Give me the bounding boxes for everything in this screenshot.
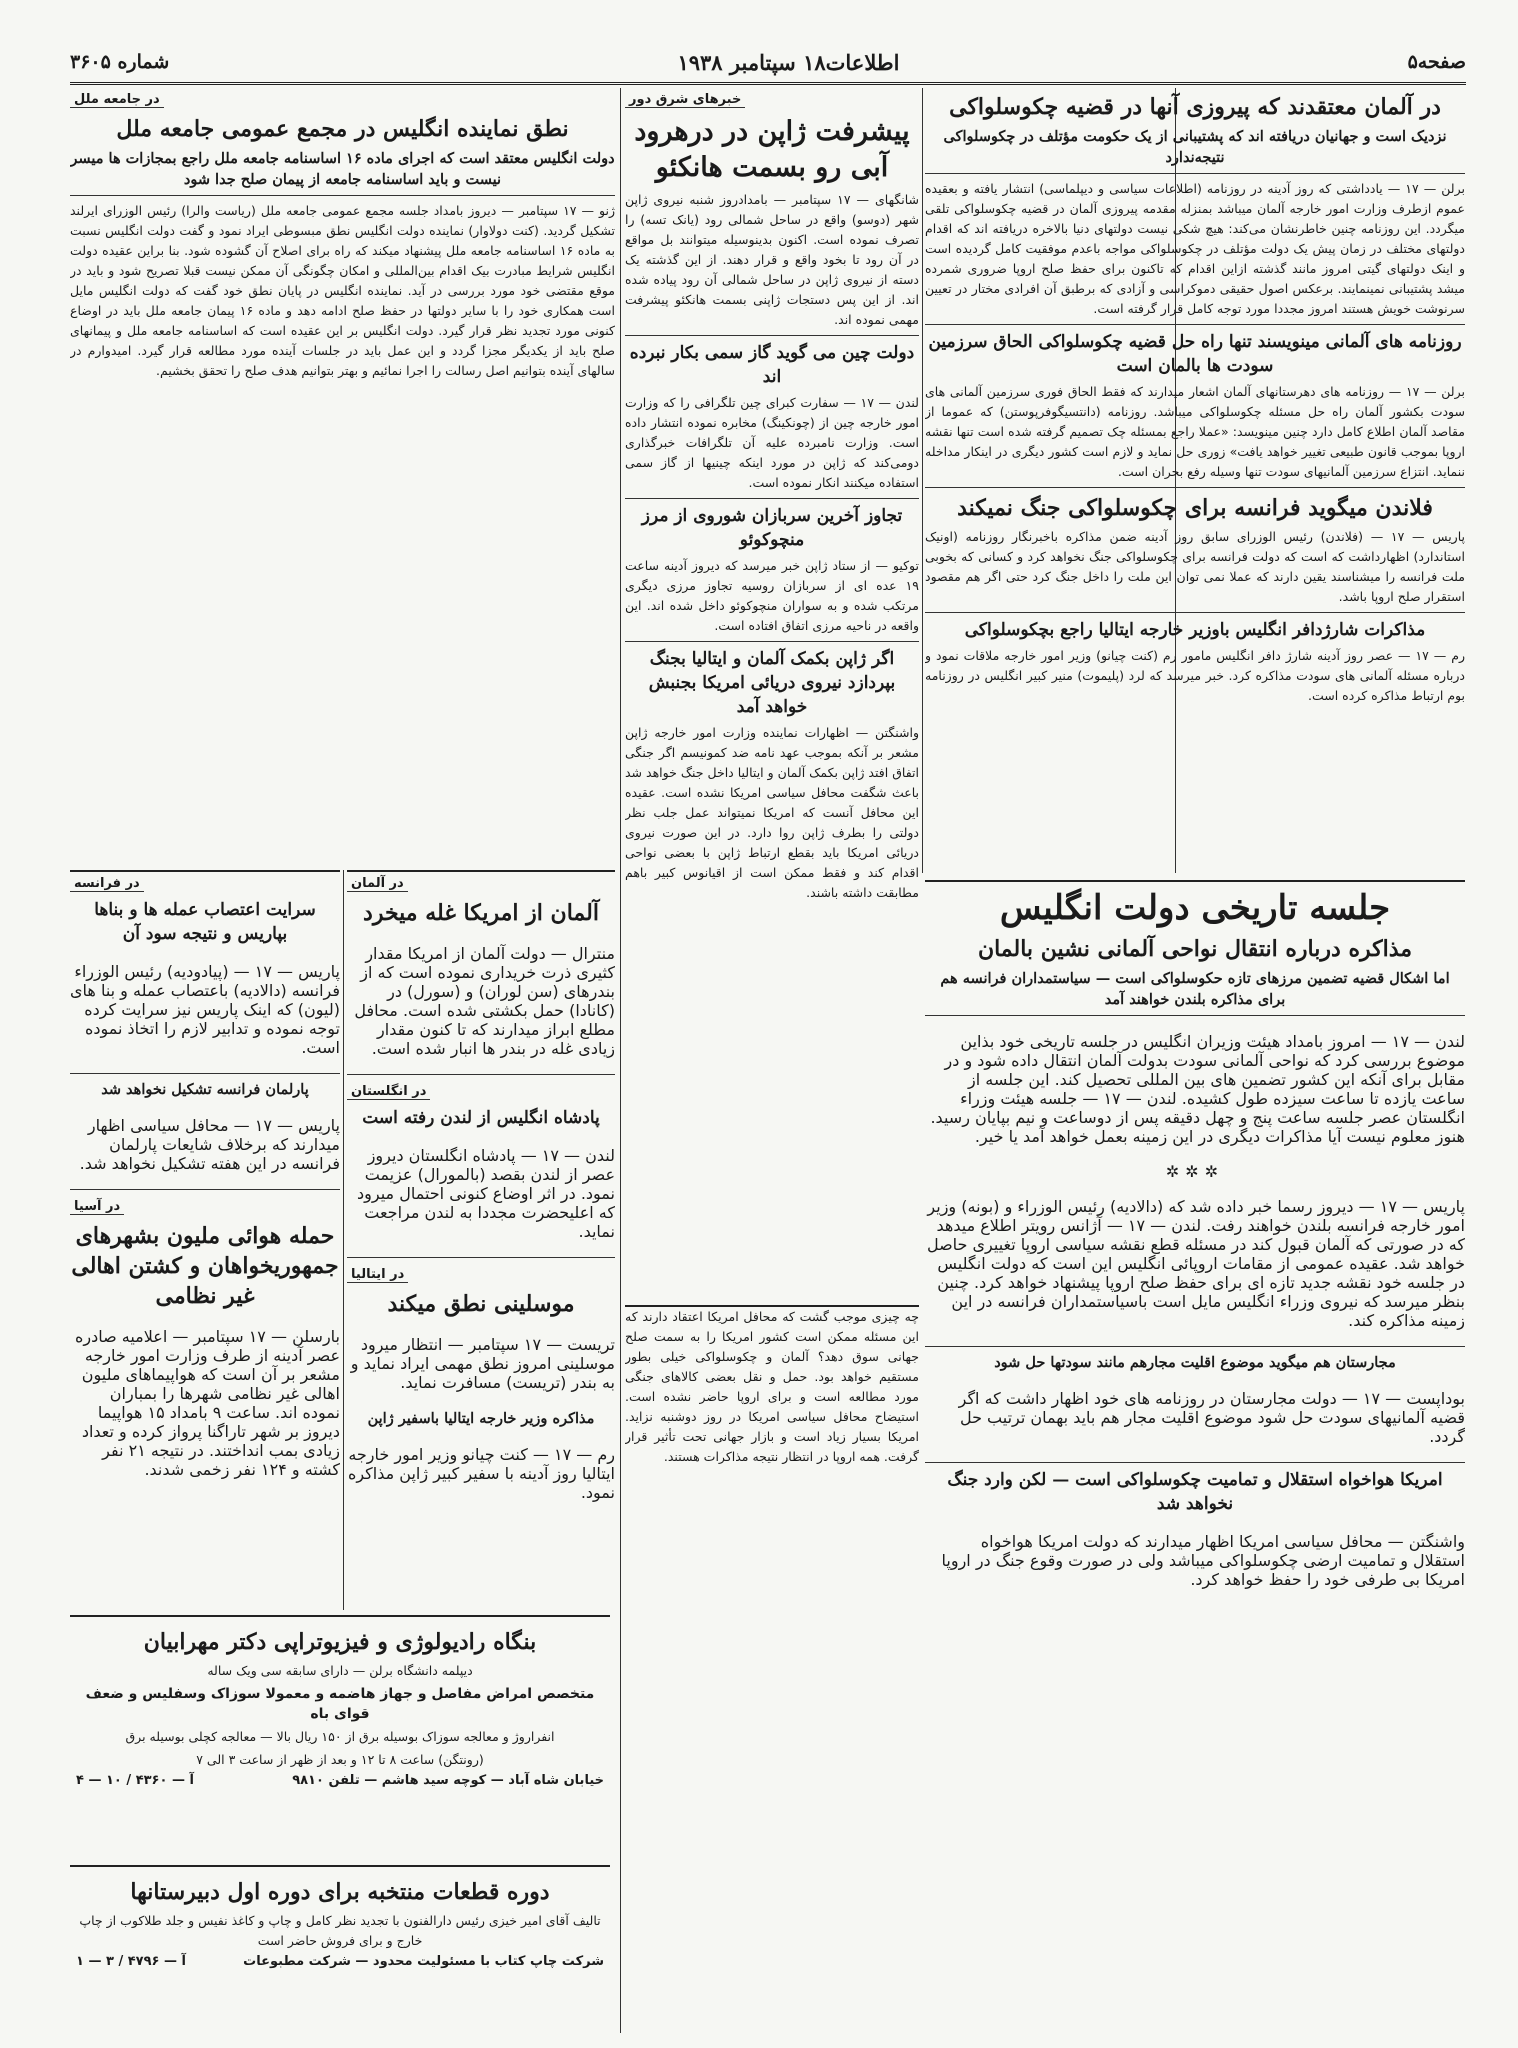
section-tag-asia: در آسیا <box>70 1199 124 1215</box>
headline-german-papers: روزنامه های آلمانی مینویسند تنها راه حل قضیه چکوسلواکی الحاق سرزمین سودت ها بالمان است <box>928 332 1462 376</box>
headline-strike: سرایت اعتصاب عمله ها و بناها بپاریس و نتیجه سود آن <box>94 900 316 944</box>
article-british-speech: ژنو — ۱۷ سپتامبر — دیروز بامداد جلسه مجمع عمومی جامعه ملل (ریاست والرا) رئیس الوزرای ایرلند تشکیل گردید. (کنت دولاوار) نماینده دولت انگلیس نطق مبسوطی ایراد نمود و گفت دولت انگلیس نسبت به ماده ۱۶ اساسنامه جامعه ملل پیشنهاد میکند که راه برای اصلاح آن گشوده شود. بنا براین عقیده دولت انگلیس شرایط مبادرت بیک اقدام بین‌المللی و امکان چگونگی آن ممکن نیست قبلا تصریح شود و باید در موقع مقتضی خود مورد بررسی در آید. نماینده انگلیس در پایان نطق خود گفت که دولت انگلیس مایل است همکاری خود را با سایر دولتها در حفظ صلح ادامه دهد و ماده ۱۶ پیمان جامعه ملل باید در اوضاع کنونی مورد تجدید نظر قرار گیرد. دولت انگلیس بر این عقیده است که اساسنامه جامعه ملل و پیمانهای صلح باید از یکدیگر مجزا گردد و این عمل باید در جلسات آینده مورد مطالعه قرار گیرد. امیدوارم در سالهای آینده بتوانیم اصل رسالت را اجرا نمائیم و بهتر بتوانیم هدف صلح را تحقق بخشیم. <box>70 203 615 378</box>
article-strike: پاریس — ۱۷ — (پیادودیه) رئیس الوزراء فرانسه (دالادیه) باعتصاب عمله و بنا های (لیون) که اینک پاریس نیز سرایت کرده توجه نموده و تدابیر لازم را اتخاذ نموده است. <box>70 962 340 1057</box>
advertisement-textbook <box>70 1865 610 2025</box>
advertisement-radiology <box>70 1615 610 1855</box>
star-divider: ✲✲✲ <box>1165 1162 1225 1181</box>
section-tag-league: در جامعه ملل <box>70 92 164 108</box>
column-rule <box>620 88 621 2033</box>
headline-hungary: مجارستان هم میگوید موضوع اقلیت مجارهم مانند سودتها حل شود <box>994 1354 1396 1371</box>
article-germany-victory: برلن — ۱۷ — یادداشتی که روز آدینه در روزنامه (اطلاعات سیاسی و دیپلماسی) انتشار یافته و بعقیده عموم ازطرف وزارت امور خارجه آلمان میباشد بمنزله مقدمه پیروزی آلمان در قضیه چکوسلواکی تلقی میگردد. این روزنامه چنین خاطرنشان می‌کند: هیچ شکی نیست دولتهای دنیا بالاخره دریافته اند که اقدام دولتهای مختلف در زمان پیش یک دولت مؤتلف در چکوسلواکی مواجه باعدم موفقیت کامل گردیده است و اینک دولتهای گیتی امروز مانند گذشته ازاین اقدام که تاکنون برای حفظ صلح اروپا ضروری شمرده میشد پشتیبانی نمینمایند. برعکس اصول حقیقی دموکراسی و آزادی که برطبق آن افرادی مختار در تعیین سرنوشت خویش هستند امروز مجددا مورد توجه کامل قرار گرفته است. <box>925 181 1465 316</box>
headline-us-navy: اگر ژاپن بکمک آلمان و ایتالیا بجنگ بپردازد نیروی دریائی امریکا بجنبش خواهد آمد <box>648 649 896 717</box>
headline-flandin: فلاندن میگوید فرانسه برای چکوسلواکی جنگ نمیکند <box>957 495 1433 521</box>
article-america: واشنگتن — محافل سیاسی امریکا اظهار میدارند که دولت امریکا هواخواه استقلال و تمامیت ارضی چکوسلواکی میباشد ولی در صورت وقوع جنگ در اروپا امریکا بی طرفی خود را حفظ خواهد کرد. <box>941 1532 1465 1589</box>
headline-british-speech: نطق نماینده انگلیس در مجمع عمومی جامعه ملل <box>116 116 569 142</box>
article-us-continuation: چه چیزی موجب گشت که محافل امریکا اعتقاد دارند که این مسئله ممکن است کشور امریکا را به سمت صلح جهانی سوق دهد؟ آلمان و چکوسلواکی خیلی بطور مستقیم خواهد بود. حمل و نقل بعضی کالاهای جنگی مورد مطالعه است و برای اروپا حاضر نشده است. استیضاح محافل سیاسی امریکا در روز دوشنبه نزاید. امریکا بسیار زیاد است و بازار جهانی تحت تأثیر قرار گرفت. همه اروپا در انتظار نتیجه مذاکرات هستند. <box>625 1309 919 1464</box>
headline-mussolini: موسلینی نطق میکند <box>387 1291 575 1317</box>
headline-germany-victory: در آلمان معتقدند که پیروزی آنها در قضیه چکوسلواکی <box>949 94 1441 120</box>
subhead-guarantee: اما اشکال قضیه تضمین مرزهای تازه حکوسلواکی است — سیاستمداران فرانسه هم برای مذاکره بلندن خواهند آمد <box>940 970 1450 1008</box>
headline-king: پادشاه انگلیس از لندن رفته است <box>362 1108 600 1128</box>
ad-radiology-line2: متخصص امراض مفاصل و جهاز هاضمه و معمولا سوزاک وسفلیس و ضعف قوای باه <box>85 1686 595 1722</box>
ad-radiology-address: خیابان شاه آباد — کوچه سید هاشم — تلفن ۹۸۱۰ <box>292 1773 604 1788</box>
ad-radiology-title: بنگاه رادیولوژی و فیزیوتراپی دکتر مهرابیان <box>143 1629 537 1655</box>
article-japan-advance: شانگهای — ۱۷ سپتامبر — بامدادروز شنبه نیروی ژاپن شهر (دوسو) واقع در ساحل شمالی رود (یانک تسه) را تصرف نموده است. اکنون بدینوسیله میتوانند بل مواقع در آن رود تا بخود واقع و قرار دهند. از این گذشته یک دسته از نیروی ژاپن در ساحل شمالی آن رود پیاده شده اند. از این پس دستجات ژاپنی بسمت هانکئو پیشرفت مهمی نموده اند. <box>625 192 919 327</box>
ad-textbook-publisher: شرکت چاپ کتاب با مسئولیت محدود — شرکت مطبوعات <box>243 1954 604 1969</box>
article-cabinet-london: لندن — ۱۷ — امروز بامداد هیئت وزیران انگلیس در جلسه تاریخی خود بذاین موضوع بررسی کرد که نواحی آلمانی سودت بدولت آلمان انتقال داده شود و در مقابل برای آنکه این کشور تضمین های بین المللی تحصیل کند. این جلسه از ساعت یازده تا ساعت سیزده طول کشیده. لندن — ۱۷ — جلسه هیئت وزراء انگلستان عصر جلسه ساعت پنج و چهل دقیقه پس از دوساعت و نیم بپایان رسید. هنوز معلوم نیست آیا مذاکرات دیگری در این زمینه بعمل خواهد آمد یا خیر. <box>930 1032 1465 1146</box>
feature-british-cabinet <box>925 880 1465 2027</box>
issue-number: شماره ۳۶۰۵ <box>70 51 170 73</box>
ad-radiology-line3: انفراروژ و معالجه سوزاک بوسیله برق از ۱۵۰ ریال بالا — معالجه کچلی بوسیله برق <box>125 1729 555 1744</box>
page-label: صفحه۵ <box>1407 51 1466 73</box>
section-tag-france: در فرانسه <box>70 876 144 892</box>
headline-japan-advance: پیشرفت ژاپن در درهرود آبی رو بسمت هانکئو <box>634 116 910 183</box>
article-ciano: رم — ۱۷ — کنت چیانو وزیر امور خارجه ایتالیا روز آدینه با سفیر کبیر ژاپن مذاکره نمود. <box>347 1445 615 1502</box>
article-charge-daffaires: رم — ۱۷ — عصر روز آدینه شارژ دافر انگلیس مامور رم (کنت چیانو) وزیر امور خارجه ملاقات نمود و درباره مسئله آلمانی های سودت مذاکره کرد. خبر میرسد که لرد (پلیموت) منیر کبیر انگلیس در روزنامه بوم ارتباط مذاکره کرده است. <box>925 648 1465 703</box>
masthead <box>70 42 1466 85</box>
league-of-nations-block <box>70 88 615 868</box>
headline-grain: آلمان از امریکا غله میخرد <box>363 900 599 926</box>
masthead-date: اطلاعات۱۸ سپتامبر ۱۹۳۸ <box>677 49 900 75</box>
far-east-column <box>625 88 919 1318</box>
headline-air-raid: حمله هوائی ملیون بشهرهای جمهوریخواهان و کشتن اهالی غیر نظامی <box>71 1223 339 1309</box>
article-air-raid: بارسلن — ۱۷ سپتامبر — اعلامیه صادره عصر آدینه از طرف وزارت امور خارجه مشعر بر آن است که هواپیماهای ملیون اهالی غیر نظامی شهرها را بمباران نموده اند. ساعت ۹ بامداد ۱۵ هواپیما دیروز بر شهر تاراگنا پرواز کرده و تعداد زیادی بمب انداختند. در نتیجه ۲۱ نفر کشته و ۱۲۴ نفر زخمی شدند. <box>74 1327 340 1479</box>
section-tag-england: در انگلستان <box>347 1084 430 1100</box>
germany-england-italy-column <box>347 870 615 1612</box>
headline-america: امریکا هواخواه استقلال و تمامیت چکوسلواکی است — لکن وارد جنگ نخواهد شد <box>947 1470 1443 1514</box>
ad-radiology-line4: (رونتگن) ساعت ۸ تا ۱۲ و بعد از ظهر از ساعت ۳ الی ۷ <box>196 1752 484 1767</box>
section-tag-italy: در ایتالیا <box>347 1267 408 1283</box>
article-soviet-border: توکیو — از ستاد ژاپن خبر میرسد که دیروز آدینه ساعت ۱۹ عده ای از سربازان روسیه تجاوز مرزی دیگری مرتکب شده و به سواران منچوکوئو داخل شده اند. این واقعه در ناحیه مرزی اتفاق افتاده است. <box>625 558 919 633</box>
ad-textbook-code: آ — ۴۷۹۶ / ۳ — ۱ <box>76 1954 187 1969</box>
ad-textbook-title: دوره قطعات منتخبه برای دوره اول دبیرستانها <box>130 1879 550 1905</box>
headline-china-gas: دولت چین می گوید گاز سمی بکار نبرده اند <box>629 343 915 387</box>
right-news-block <box>925 88 1465 873</box>
headline-ciano: مذاکره وزیر خارجه ایتالیا باسفیر ژاپن <box>367 1410 595 1427</box>
article-flandin: پاریس — ۱۷ — (فلاندن) رئیس الوزرای سابق روز آدینه ضمن مذاکره باخبرنگار روزنامه (اونیک استاندارد) اظهارداشت که است که دولت فرانسه برای چکوسلواکی جنگ نخواهد کرد و کسانی که بخوبی ملت فرانسه را میشناسند یقین دارند که عملا نمی توان این ملت را داخل جنگ کرد حتی اگر هم مقصود استقرار صلح اروپا باشد. <box>925 529 1465 604</box>
section-tag-far-east: خبرهای شرق دور <box>625 92 745 108</box>
headline-soviet-border: تجاوز آخرین سربازان شوروی از مرز منچوکوئو <box>641 506 903 550</box>
column-rule <box>343 870 344 1610</box>
article-us-navy: واشنگتن — اظهارات نماینده وزارت امور خارجه ژاپن مشعر بر آنکه بموجب عهد نامه ضد کمونیسم اگر جنگی اتفاق افتد ژاپن بکمک آلمان و ایتالیا داخل جنگ خواهد شد باعث شگفت محافل سیاسی امریکا نشده است. عقیده این محافل آنست که امریکا نمیتواند عمل جلب نظر دولتی را بطرف ژاپن روا دارد. در این صورت نیروی دریائی امریکا باید بقطع ارتباط ژاپن با بعضی نواحی اقدام کند و فقط ممکن است از اقیانوس کبیر باهم مطابقت داشته باشند. <box>625 725 919 900</box>
ad-radiology-line1: دیپلمه دانشگاه برلن — دارای سابقه سی ویک ساله <box>207 1663 473 1678</box>
article-cabinet-paris: پاریس — ۱۷ — دیروز رسما خبر داده شد که (دالادیه) رئیس الوزراء و (بونه) وزیر امور خارجه فرانسه بلندن خواهند رفت. لندن — ۱۷ — آژانس رویتر اطلاع میدهد که در صورتی که آلمان قبول کند در مسئله قطع نقشه سیاسی اروپا تغییری حاصل خواهد شد. عقیده عمومی از مقامات اروپائی انگلیس این است که دولت انگلیس در جلسه خود نقشه جدید تازه ای برای حفظ صلح اروپا پیشنهاد خواهد کرد. چنین بنظر میرسد که نیروی وزراء انگلیس مایل است باسیاستمداران فرانسه در این زمینه مذاکره کند. <box>926 1197 1465 1330</box>
article-grain: منترال — دولت آلمان از امریکا مقدار کثیری ذرت خریداری نموده است که از بندرهای (سن لوران) و (سورل) در (کانادا) حمل بکشتی شده است. محافل مطلع ابراز میدارند که تا کنون مقدار زیادی غله در بندر ها انبار شده است. <box>354 944 615 1058</box>
article-mussolini: تریست — ۱۷ سپتامبر — انتظار میرود موسلینی امروز نطق مهمی ایراد نماید و به بندر (تریست) مسافرت نماید. <box>350 1335 615 1392</box>
column-rule <box>922 88 923 873</box>
article-german-papers: برلن — ۱۷ — روزنامه های دهرستانهای آلمان اشعار میدارند که فقط الحاق فوری سرزمین آلمانی های سودت بکشور آلمان راه حل مسئله چکوسلواکی میباشد. روزنامه (دانتسیگوفرپوستن) که عموما از مقاصد آلمان اطلاع کامل دارد چنین مینویسد: «عملا راجع بمسئله چک تصمیم گرفته شده است تنها نقشه اروپا بموجب قانون طبیعی تغییر خواهد یافت» زوری حل نماید و لازم است کشور دیگری در اینکار مداخله ننماید. انتزاع سرزمین آلمانیهای سودت تنها وسیله رفع بحران است. <box>925 384 1465 479</box>
headline-parliament: پارلمان فرانسه تشکیل نخواهد شد <box>101 1081 309 1098</box>
article-parliament: پاریس — ۱۷ — محافل سیاسی اظهار میدارند که برخلاف شایعات پارلمان فرانسه در این هفته تشکیل نخواهد شد. <box>79 1116 340 1173</box>
subhead-article16: دولت انگلیس معتقد است که اجرای ماده ۱۶ اساسنامه جامعه ملل راجع بمجازات ها میسر نیست و باید اساسنامه جامعه از پیمان صلح جدا شود <box>70 150 615 188</box>
headline-charge-daffaires: مذاکرات شارژدافر انگلیس باوزیر خارجه ایتالیا راجع بچکوسلواکی <box>964 620 1426 640</box>
ad-textbook-line1: تالیف آقای امیر خیزی رئیس دارالفنون با تجدید نظر کامل و چاپ و کاغذ نفیس و جلد طلاکوب از چاپ خارج و برای فروش حاضر است <box>79 1913 601 1948</box>
section-tag-germany: در آلمان <box>347 876 408 892</box>
subhead-coalition: نزدیک است و جهانیان دریافته اند که پشتیبانی از یک حکومت مؤتلف در چکوسلواکی نتیجه‌ندارد <box>943 128 1447 166</box>
article-hungary: بوداپست — ۱۷ — دولت مجارستان در روزنامه های خود اظهار داشت که اگر قضیه آلمانیهای سودت حل شود موضوع اقلیت مجار هم باید بهمان ترتیب حل گردد. <box>958 1389 1465 1446</box>
ad-radiology-code: آ — ۴۳۶۰ / ۱۰ — ۴ <box>76 1773 194 1788</box>
subhead-cabinet-session: مذاکره درباره انتقال نواحی آلمانی نشین بالمان <box>977 936 1413 962</box>
article-king: لندن — ۱۷ — پادشاه انگلستان دیروز عصر از لندن بقصد (بالمورال) عزیمت نمود. در اثر اوضاع کنونی احتمال میرود که اعلیحضرت مجددا به لندن مراجعت نماید. <box>357 1146 615 1241</box>
center-continuation <box>625 1305 919 2027</box>
article-china-gas: لندن — ۱۷ — سفارت کبرای چین تلگرافی را که وزارت امور خارجه چین از (چونکینگ) مخابره نموده انتشار داده است. وزارت نامبرده علیه آن تلگرافات خبرگذاری دومی‌کند که ژاپن در مورد اینکه چینیها از گاز سمی استفاده میکنند انکار نموده است. <box>625 395 919 490</box>
headline-cabinet-session: جلسه تاریخی دولت انگلیس <box>999 888 1391 928</box>
france-asia-column <box>70 870 340 1612</box>
